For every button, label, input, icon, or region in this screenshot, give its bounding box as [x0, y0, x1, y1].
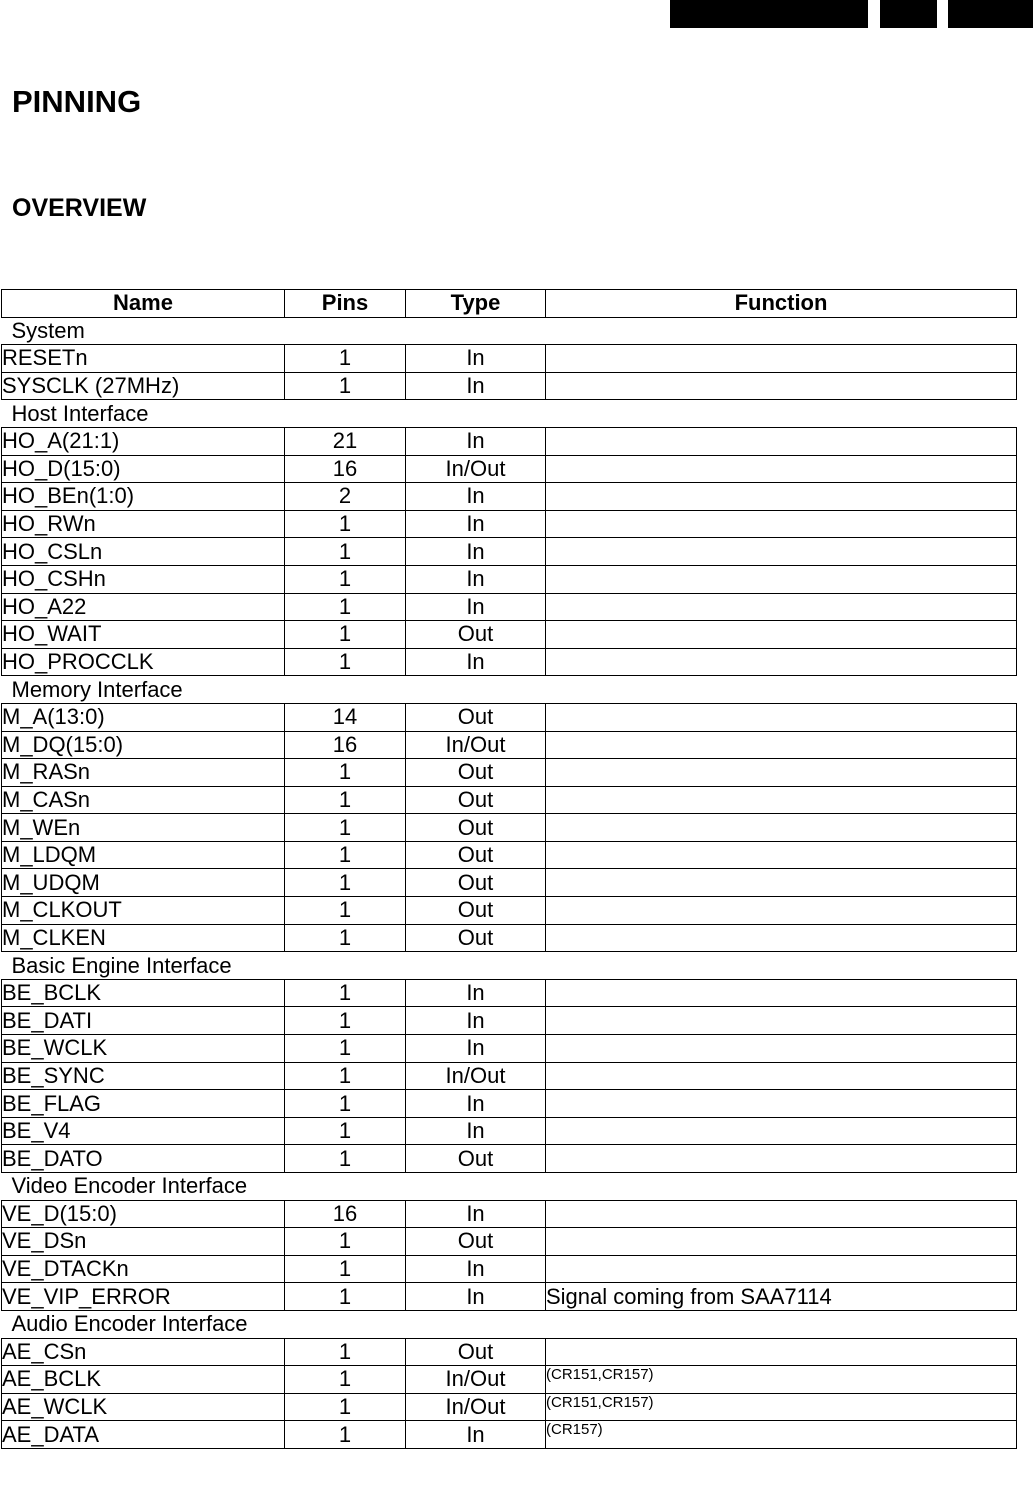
pin-function — [546, 538, 1017, 566]
pin-type: Out — [406, 869, 546, 897]
pin-name: AE_WCLK — [2, 1393, 285, 1421]
table-row — [2, 1007, 1017, 1035]
pin-count: 1 — [285, 869, 406, 897]
pin-name: M_CLKOUT — [2, 897, 285, 925]
pin-function — [546, 427, 1017, 455]
pin-count: 1 — [285, 1090, 406, 1118]
pin-type: Out — [406, 786, 546, 814]
pin-count: 1 — [285, 979, 406, 1007]
pin-count: 1 — [285, 510, 406, 538]
pin-count: 16 — [285, 455, 406, 483]
pin-count: 2 — [285, 483, 406, 511]
table-row — [2, 897, 1017, 925]
group-label: Video Encoder Interface — [11, 1173, 248, 1199]
pin-type: In — [406, 372, 546, 400]
pin-name: HO_BEn(1:0) — [2, 483, 285, 511]
table-row — [2, 372, 1017, 400]
pin-function — [546, 593, 1017, 621]
pin-count: 1 — [285, 593, 406, 621]
header-function: Function — [546, 290, 1017, 318]
pin-name: HO_CSLn — [2, 538, 285, 566]
table-row — [2, 427, 1017, 455]
table-row — [2, 869, 1017, 897]
pin-function — [546, 1228, 1017, 1256]
table-row — [2, 565, 1017, 593]
pin-count: 1 — [285, 648, 406, 676]
pin-type: In — [406, 648, 546, 676]
group-row — [2, 317, 1017, 345]
pin-name: M_WEn — [2, 814, 285, 842]
table-row — [2, 703, 1017, 731]
pin-function — [546, 1255, 1017, 1283]
table-row — [2, 731, 1017, 759]
pin-function — [546, 648, 1017, 676]
table-row — [2, 1200, 1017, 1228]
table-row — [2, 1421, 1017, 1449]
table-row — [2, 1366, 1017, 1394]
header-name: Name — [2, 290, 285, 318]
pin-function — [546, 372, 1017, 400]
table-row — [2, 1145, 1017, 1173]
pin-function — [546, 703, 1017, 731]
table-row — [2, 648, 1017, 676]
header-pins: Pins — [285, 290, 406, 318]
group-row — [2, 400, 1017, 428]
pin-count: 1 — [285, 1421, 406, 1449]
pin-function — [546, 1145, 1017, 1173]
pin-name: BE_BCLK — [2, 979, 285, 1007]
table-row — [2, 1228, 1017, 1256]
pin-type: In — [406, 1117, 546, 1145]
pin-name: BE_WCLK — [2, 1035, 285, 1063]
pin-count: 1 — [285, 345, 406, 373]
pin-type: In — [406, 345, 546, 373]
pinning-table — [1, 289, 1017, 1449]
table-row — [2, 979, 1017, 1007]
table-row — [2, 924, 1017, 952]
header-block-1 — [670, 0, 868, 28]
pin-function — [546, 455, 1017, 483]
header-type: Type — [406, 290, 546, 318]
pin-count: 1 — [285, 1338, 406, 1366]
pin-name: BE_DATO — [2, 1145, 285, 1173]
pin-type: Out — [406, 841, 546, 869]
pin-count: 1 — [285, 1007, 406, 1035]
pin-function — [546, 565, 1017, 593]
pin-function — [546, 510, 1017, 538]
group-label: Memory Interface — [11, 676, 183, 702]
group-row — [2, 1310, 1017, 1338]
pin-type: In/Out — [406, 455, 546, 483]
pin-name: HO_CSHn — [2, 565, 285, 593]
pin-name: AE_DATA — [2, 1421, 285, 1449]
pin-name: HO_A(21:1) — [2, 427, 285, 455]
pin-function — [546, 731, 1017, 759]
table-body — [2, 317, 1017, 1448]
pin-type: Out — [406, 1338, 546, 1366]
table-row — [2, 1255, 1017, 1283]
pin-count: 1 — [285, 924, 406, 952]
pin-count: 21 — [285, 427, 406, 455]
pin-function: (CR157) — [546, 1421, 1017, 1449]
header-block-2 — [880, 0, 937, 28]
pin-name: HO_A22 — [2, 593, 285, 621]
pin-count: 1 — [285, 1255, 406, 1283]
pin-type: Out — [406, 1145, 546, 1173]
section-title: OVERVIEW — [12, 194, 147, 222]
pin-name: M_CLKEN — [2, 924, 285, 952]
pin-name: BE_SYNC — [2, 1062, 285, 1090]
pin-name: VE_DSn — [2, 1228, 285, 1256]
pin-type: Out — [406, 814, 546, 842]
pin-name: M_CASn — [2, 786, 285, 814]
pin-function — [546, 1200, 1017, 1228]
table-row — [2, 1338, 1017, 1366]
group-label: Audio Encoder Interface — [11, 1311, 248, 1337]
pin-count: 1 — [285, 1035, 406, 1063]
pin-type: In — [406, 565, 546, 593]
pin-type: In — [406, 979, 546, 1007]
pin-type: In — [406, 483, 546, 511]
pin-name: HO_D(15:0) — [2, 455, 285, 483]
table-row — [2, 510, 1017, 538]
pin-count: 16 — [285, 1200, 406, 1228]
pin-count: 1 — [285, 1393, 406, 1421]
table-row — [2, 345, 1017, 373]
group-label: Basic Engine Interface — [11, 952, 232, 978]
pin-name: BE_FLAG — [2, 1090, 285, 1118]
pin-count: 1 — [285, 814, 406, 842]
table-row — [2, 1035, 1017, 1063]
pin-type: Out — [406, 703, 546, 731]
pin-count: 1 — [285, 897, 406, 925]
pin-name: SYSCLK (27MHz) — [2, 372, 285, 400]
pin-count: 1 — [285, 1366, 406, 1394]
pin-count: 1 — [285, 565, 406, 593]
group-row — [2, 1173, 1017, 1201]
pin-count: 1 — [285, 1145, 406, 1173]
pin-function — [546, 924, 1017, 952]
pin-function: Signal coming from SAA7114 — [546, 1283, 1017, 1311]
header-block-3 — [948, 0, 1033, 28]
pin-name: M_UDQM — [2, 869, 285, 897]
pin-count: 1 — [285, 621, 406, 649]
pin-type: In/Out — [406, 1062, 546, 1090]
pin-name: RESETn — [2, 345, 285, 373]
table-row — [2, 1283, 1017, 1311]
pin-type: In — [406, 1007, 546, 1035]
pin-type: In — [406, 1090, 546, 1118]
table-row — [2, 1393, 1017, 1421]
table-row — [2, 455, 1017, 483]
pin-type: In/Out — [406, 731, 546, 759]
pin-count: 1 — [285, 1228, 406, 1256]
pin-name: VE_D(15:0) — [2, 1200, 285, 1228]
pin-function — [546, 897, 1017, 925]
pin-type: Out — [406, 759, 546, 787]
table-row — [2, 786, 1017, 814]
pin-function — [546, 1062, 1017, 1090]
pin-count: 1 — [285, 786, 406, 814]
pin-count: 1 — [285, 1062, 406, 1090]
pin-name: AE_BCLK — [2, 1366, 285, 1394]
pin-function: (CR151,CR157) — [546, 1366, 1017, 1394]
pin-function — [546, 345, 1017, 373]
group-row — [2, 952, 1017, 980]
pin-type: In — [406, 1035, 546, 1063]
pin-function — [546, 1007, 1017, 1035]
table-row — [2, 1117, 1017, 1145]
pin-count: 1 — [285, 759, 406, 787]
table-row — [2, 621, 1017, 649]
pin-function — [546, 759, 1017, 787]
table-row — [2, 1062, 1017, 1090]
pin-type: In — [406, 1283, 546, 1311]
pin-count: 14 — [285, 703, 406, 731]
table-row — [2, 538, 1017, 566]
pin-function — [546, 841, 1017, 869]
pin-type: Out — [406, 621, 546, 649]
group-label: Host Interface — [11, 400, 149, 426]
pin-function — [546, 814, 1017, 842]
table-row — [2, 841, 1017, 869]
pin-name: BE_DATI — [2, 1007, 285, 1035]
table-header-row — [2, 290, 1017, 318]
pin-type: In — [406, 593, 546, 621]
pin-type: In — [406, 1200, 546, 1228]
pin-type: In — [406, 1255, 546, 1283]
pin-type: In — [406, 510, 546, 538]
pin-function — [546, 869, 1017, 897]
pin-count: 1 — [285, 1283, 406, 1311]
pin-name: VE_DTACKn — [2, 1255, 285, 1283]
table-row — [2, 1090, 1017, 1118]
pin-type: In/Out — [406, 1366, 546, 1394]
group-row — [2, 676, 1017, 704]
pin-count: 1 — [285, 841, 406, 869]
table-row — [2, 759, 1017, 787]
pin-type: Out — [406, 897, 546, 925]
pin-function — [546, 1035, 1017, 1063]
pin-name: AE_CSn — [2, 1338, 285, 1366]
pin-type: Out — [406, 924, 546, 952]
table-row — [2, 814, 1017, 842]
pin-function — [546, 1117, 1017, 1145]
pin-name: M_A(13:0) — [2, 703, 285, 731]
pin-count: 1 — [285, 538, 406, 566]
pin-type: In — [406, 538, 546, 566]
pin-count: 1 — [285, 1117, 406, 1145]
pin-function: (CR151,CR157) — [546, 1393, 1017, 1421]
table-row — [2, 593, 1017, 621]
pin-function — [546, 621, 1017, 649]
pin-function — [546, 1338, 1017, 1366]
pin-function — [546, 786, 1017, 814]
group-label: System — [11, 317, 85, 343]
pin-name: M_DQ(15:0) — [2, 731, 285, 759]
pin-name: M_LDQM — [2, 841, 285, 869]
pin-function — [546, 979, 1017, 1007]
pin-name: HO_PROCCLK — [2, 648, 285, 676]
pin-count: 1 — [285, 372, 406, 400]
pin-type: In — [406, 1421, 546, 1449]
pin-name: M_RASn — [2, 759, 285, 787]
pin-name: VE_VIP_ERROR — [2, 1283, 285, 1311]
pin-type: In — [406, 427, 546, 455]
table-row — [2, 483, 1017, 511]
pin-name: HO_RWn — [2, 510, 285, 538]
pin-name: HO_WAIT — [2, 621, 285, 649]
page-title: PINNING — [12, 84, 142, 119]
pin-type: In/Out — [406, 1393, 546, 1421]
pin-type: Out — [406, 1228, 546, 1256]
pin-count: 16 — [285, 731, 406, 759]
pin-function — [546, 1090, 1017, 1118]
pin-name: BE_V4 — [2, 1117, 285, 1145]
pin-function — [546, 483, 1017, 511]
